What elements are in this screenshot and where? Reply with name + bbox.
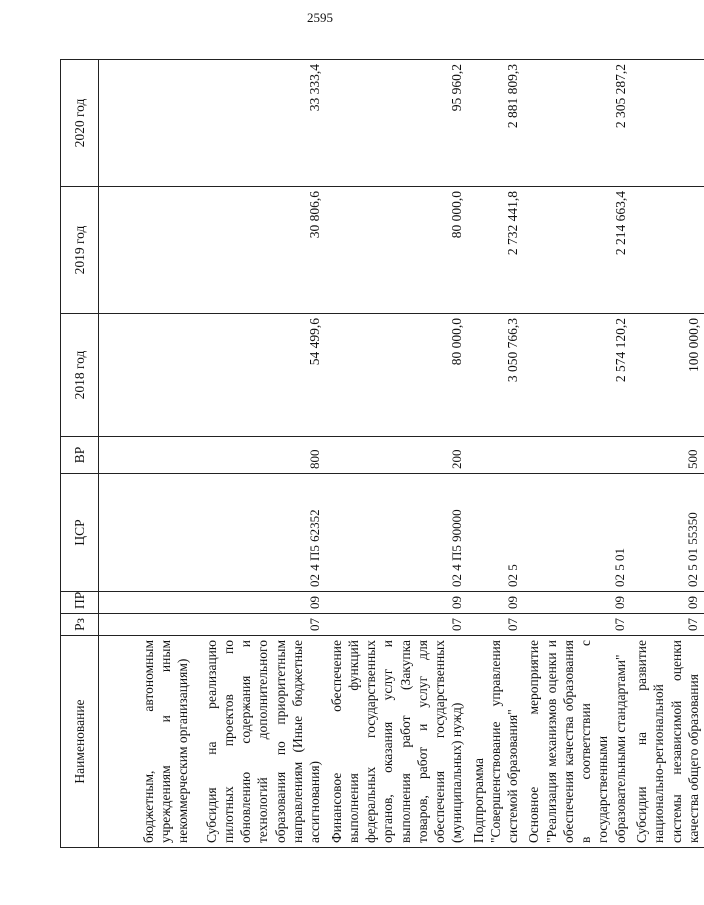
header-2018: 2018 год bbox=[61, 314, 99, 437]
table-row bbox=[99, 60, 194, 848]
row-rz: 07 bbox=[194, 614, 326, 636]
row-2018: 80 000,0 bbox=[326, 314, 468, 437]
row-pr bbox=[99, 592, 194, 614]
header-rz: Рз bbox=[61, 614, 99, 636]
header-csr: ЦСР bbox=[61, 474, 99, 592]
row-name: Субсидия на реализацию пилотных проектов по обновлению содержания и технологий дополнительного образования по приоритетным направлениям (Иные бюджетные ассигнования) bbox=[194, 636, 326, 848]
row-csr: 02 5 01 55350 bbox=[631, 474, 704, 592]
row-2019: 2 732 441,8 bbox=[468, 187, 524, 314]
row-pr: 09 bbox=[326, 592, 468, 614]
row-2020 bbox=[631, 60, 704, 187]
row-vr: 500 bbox=[631, 437, 704, 474]
row-vr bbox=[468, 437, 524, 474]
header-name: Наименование bbox=[61, 636, 99, 848]
row-name: Основное мероприятие "Реализация механизмов оценки и обеспечения качества образования в соответствии с государственными образовательными стандартами" bbox=[523, 636, 631, 848]
row-2019: 30 806,6 bbox=[194, 187, 326, 314]
row-2019: 2 214 663,4 bbox=[523, 187, 631, 314]
table-row bbox=[194, 60, 326, 848]
row-pr: 09 bbox=[194, 592, 326, 614]
row-pr: 09 bbox=[523, 592, 631, 614]
row-rz: 07 bbox=[468, 614, 524, 636]
header-2019: 2019 год bbox=[61, 187, 99, 314]
row-rz bbox=[99, 614, 194, 636]
row-2020: 33 333,4 bbox=[194, 60, 326, 187]
header-2020: 2020 год bbox=[61, 60, 99, 187]
rotated-table-container bbox=[60, 60, 701, 848]
row-vr bbox=[99, 437, 194, 474]
row-2018: 100 000,0 bbox=[631, 314, 704, 437]
header-pr: ПР bbox=[61, 592, 99, 614]
row-pr: 09 bbox=[631, 592, 704, 614]
row-2018: 3 050 766,3 bbox=[468, 314, 524, 437]
row-rz: 07 bbox=[523, 614, 631, 636]
table-row bbox=[631, 60, 704, 848]
row-2020 bbox=[99, 60, 194, 187]
row-csr: 02 4 П5 62352 bbox=[194, 474, 326, 592]
table-row bbox=[523, 60, 631, 848]
row-name: Подпрограмма "Совершенствование управления системой образования" bbox=[468, 636, 524, 848]
table-header-row bbox=[61, 60, 99, 848]
budget-table bbox=[60, 59, 704, 848]
row-pr: 09 bbox=[468, 592, 524, 614]
row-name: Субсидии на развитие национально-региональной системы независимой оценки качества общего образования bbox=[631, 636, 704, 848]
row-rz: 07 bbox=[631, 614, 704, 636]
row-vr: 800 bbox=[194, 437, 326, 474]
table-row bbox=[468, 60, 524, 848]
page-number: 2595 bbox=[307, 10, 333, 25]
row-2020: 95 960,2 bbox=[326, 60, 468, 187]
row-2018 bbox=[99, 314, 194, 437]
row-2018: 2 574 120,2 bbox=[523, 314, 631, 437]
row-2019 bbox=[631, 187, 704, 314]
row-csr: 02 5 bbox=[468, 474, 524, 592]
row-2020: 2 305 287,2 bbox=[523, 60, 631, 187]
row-csr: 02 5 01 bbox=[523, 474, 631, 592]
row-2019: 80 000,0 bbox=[326, 187, 468, 314]
row-csr bbox=[99, 474, 194, 592]
row-2018: 54 499,6 bbox=[194, 314, 326, 437]
row-vr: 200 bbox=[326, 437, 468, 474]
table-row bbox=[326, 60, 468, 848]
header-vr: ВР bbox=[61, 437, 99, 474]
row-csr: 02 4 П5 90000 bbox=[326, 474, 468, 592]
row-rz: 07 bbox=[326, 614, 468, 636]
row-name: бюджетным, автономным учреждениям и иным некоммерческим организациям) bbox=[99, 636, 194, 848]
row-2020: 2 881 809,3 bbox=[468, 60, 524, 187]
row-name: Финансовое обеспечение выполнения функций федеральных государственных органов, оказания услуг и выполнения работ (Закупка товаров, работ и услуг для обеспечения государственных (муниципальных) нужд) bbox=[326, 636, 468, 848]
row-2019 bbox=[99, 187, 194, 314]
row-vr bbox=[523, 437, 631, 474]
